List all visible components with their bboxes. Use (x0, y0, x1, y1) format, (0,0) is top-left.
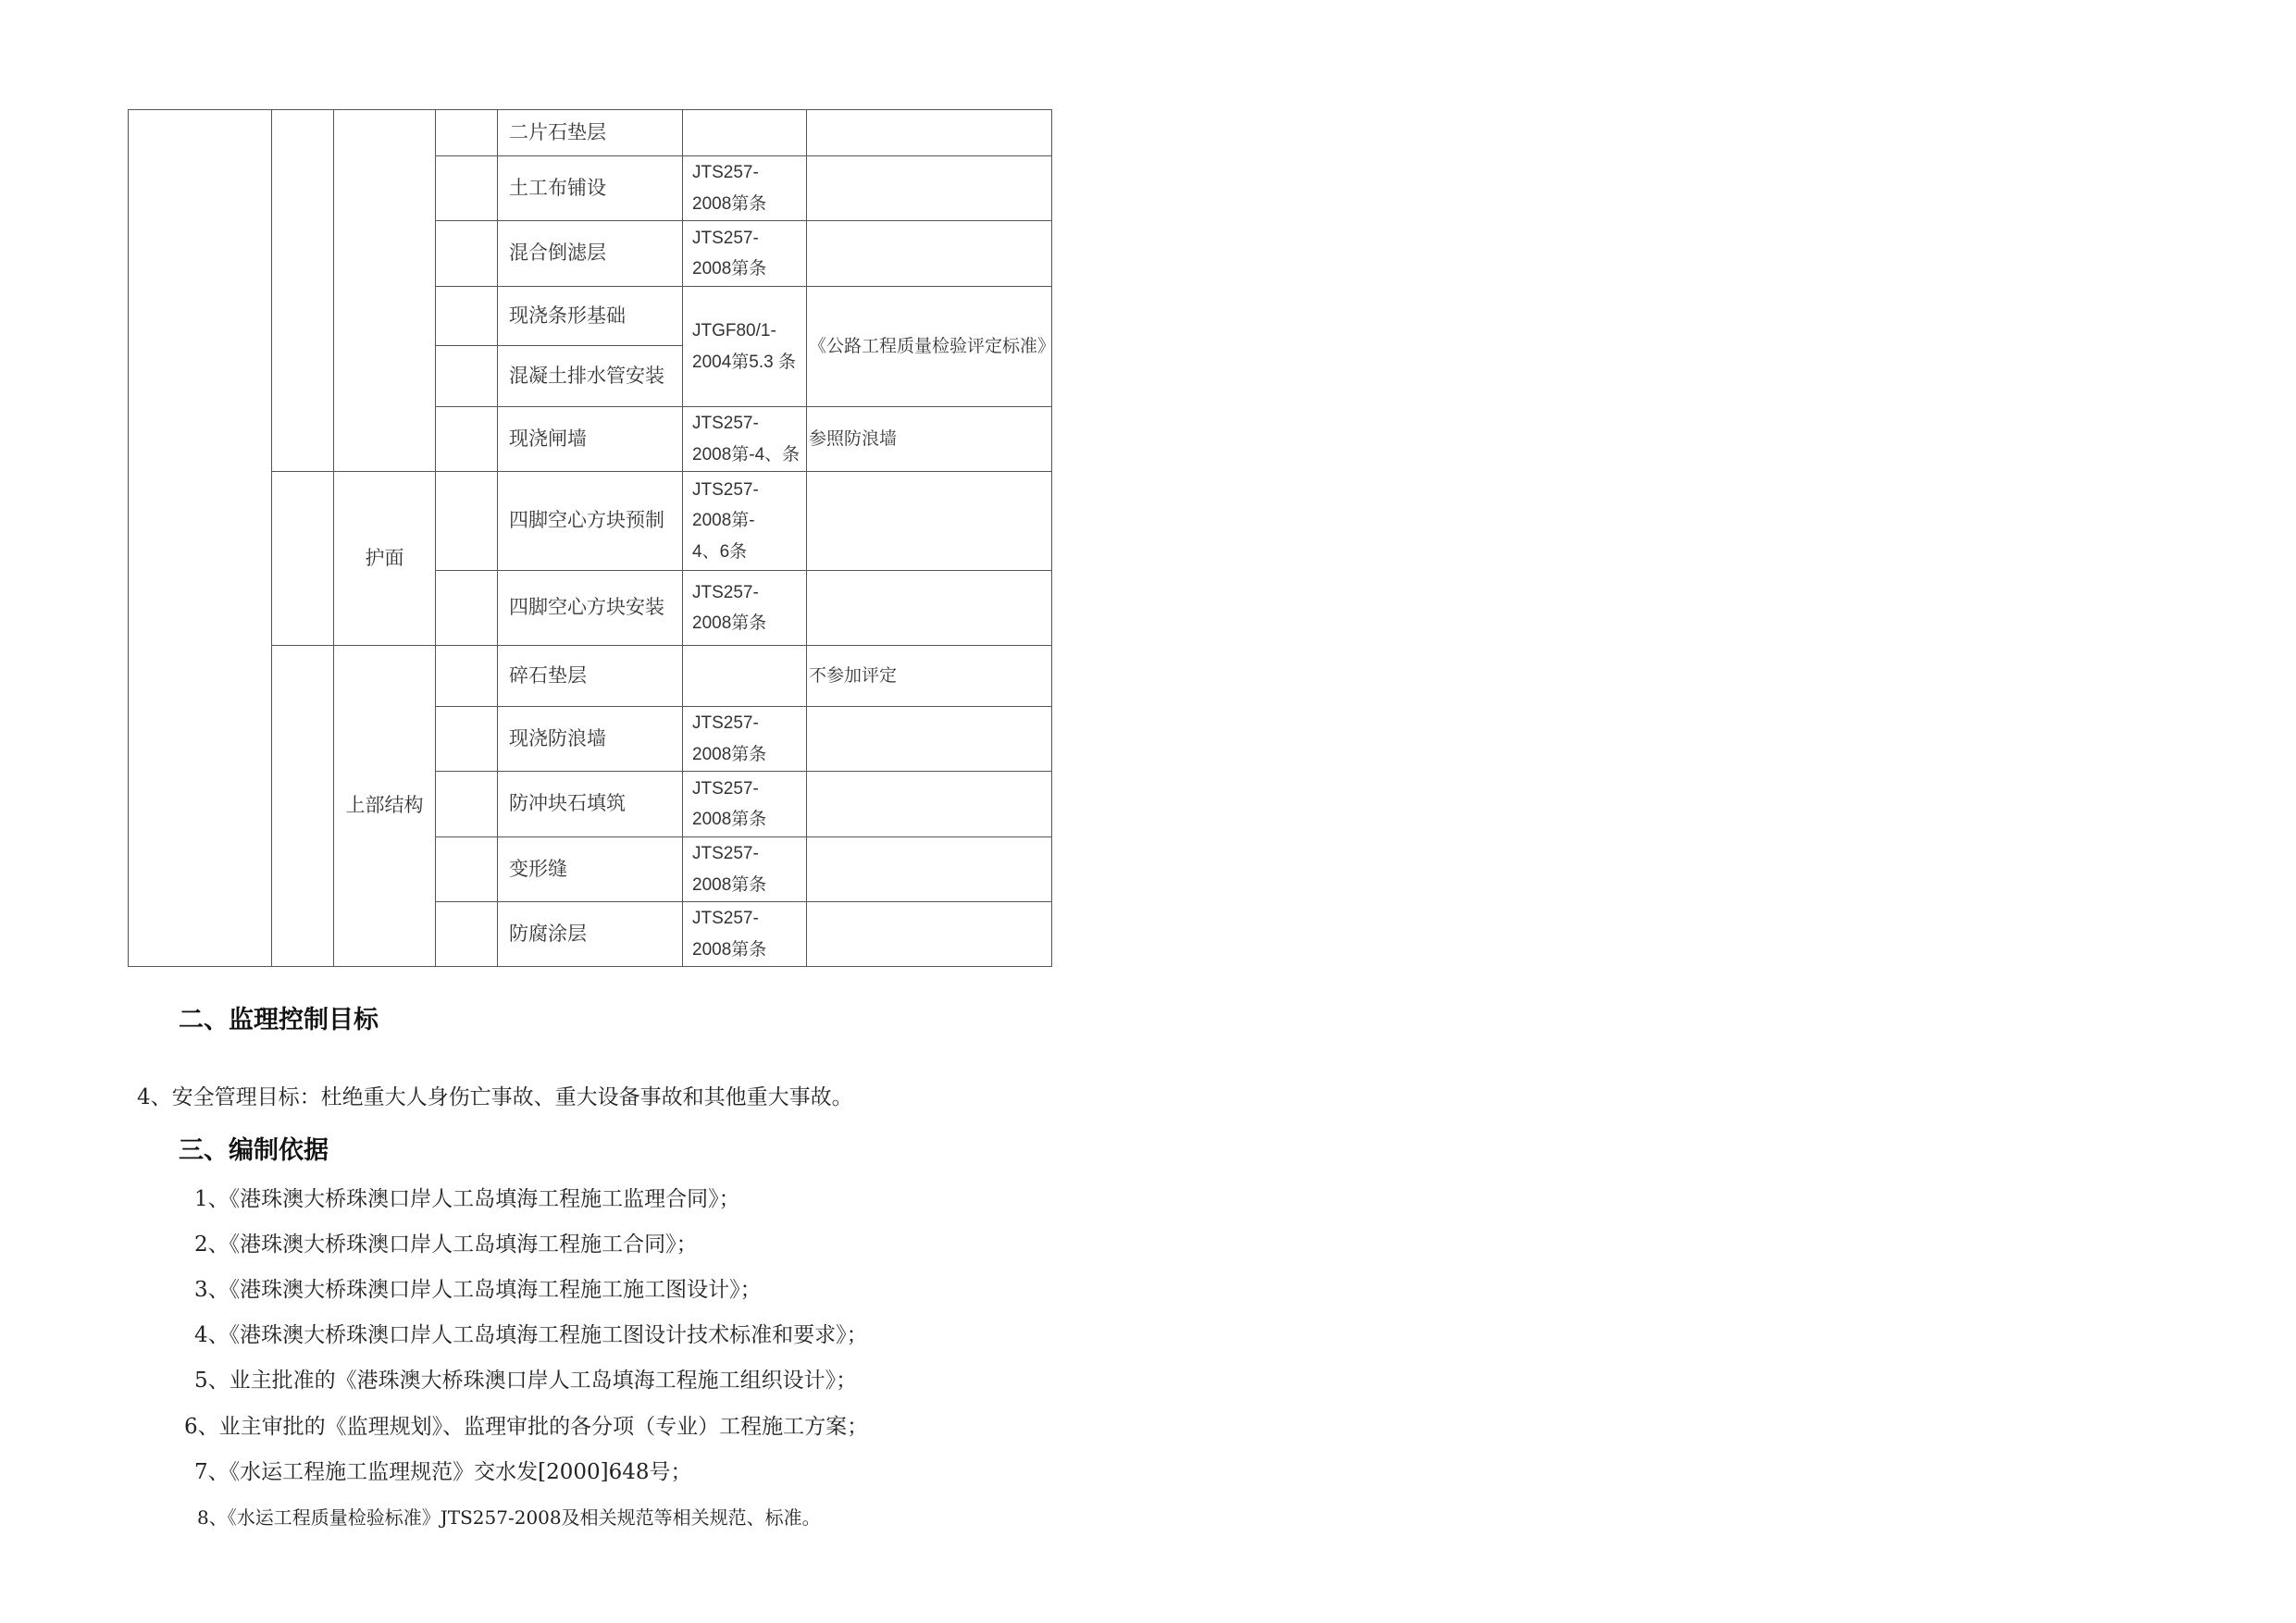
remark-cell (807, 772, 1052, 837)
item-name: 土工布铺设 (498, 156, 683, 221)
standard-ref (683, 837, 807, 902)
standard-ref (683, 156, 807, 221)
item-name: 防腐涂层 (498, 902, 683, 967)
empty-cell (436, 837, 498, 902)
item-name: 现浇条形基础 (498, 287, 683, 346)
standard-code: JTS257- (692, 909, 759, 929)
standard-clause: 2008第条 (692, 810, 767, 829)
standard-clause: 2008第条 (692, 259, 767, 279)
empty-cell (436, 772, 498, 837)
item-name: 现浇防浪墙 (498, 707, 683, 772)
sub-section-label: 上部结构 (334, 646, 436, 967)
remark-cell: 《公路工程质量检验评定标准》 (807, 287, 1052, 407)
empty-cell (436, 110, 498, 156)
list-item: 2、《港珠澳大桥珠澳口岸人工岛填海工程施工合同》； (194, 1233, 698, 1257)
sub-section-label: 护面 (334, 472, 436, 646)
item-name: 现浇闸墙 (498, 407, 683, 472)
standard-ref (683, 110, 807, 156)
standard-ref (683, 707, 807, 772)
empty-cell (436, 707, 498, 772)
standard-ref (683, 287, 807, 407)
empty-cell (436, 646, 498, 707)
list-item: 7、《水运工程施工监理规范》交水发[2000]648号； (194, 1460, 692, 1484)
remark-cell: 参照防浪墙 (807, 407, 1052, 472)
item-name: 混凝土排水管安装 (498, 346, 683, 407)
empty-cell (272, 472, 334, 646)
item-name: 变形缝 (498, 837, 683, 902)
item-name: 二片石垫层 (498, 110, 683, 156)
empty-cell (436, 571, 498, 646)
list-item: 3、《港珠澳大桥珠澳口岸人工岛填海工程施工施工图设计》； (194, 1278, 762, 1302)
standard-clause: 2008第条 (692, 613, 767, 633)
standard-ref (683, 902, 807, 967)
empty-cell (436, 472, 498, 571)
empty-cell (436, 407, 498, 472)
standard-clause: 2008第条 (692, 744, 767, 764)
list-item: 5、业主批准的《港珠澳大桥珠澳口岸人工岛填海工程施工组织设计》； (194, 1369, 858, 1393)
standard-ref (683, 571, 807, 646)
remark-cell (807, 156, 1052, 221)
remark-cell (807, 571, 1052, 646)
item-name: 混合倒滤层 (498, 221, 683, 287)
empty-cell (129, 110, 272, 967)
standard-code: JTS257- (692, 163, 759, 183)
list-item: 1、《港珠澳大桥珠澳口岸人工岛填海工程施工监理合同》； (194, 1187, 740, 1211)
empty-cell (334, 110, 436, 472)
remark-cell (807, 707, 1052, 772)
list-item: 6、业主审批的《监理规划》、监理审批的各分项（专业）工程施工方案； (184, 1415, 869, 1439)
item-name: 四脚空心方块安装 (498, 571, 683, 646)
remark-cell: 不参加评定 (807, 646, 1052, 707)
standard-ref (683, 646, 807, 707)
standard-ref (683, 772, 807, 837)
empty-cell (272, 110, 334, 472)
standard-code: JTS257- (692, 480, 759, 501)
item-name: 四脚空心方块预制 (498, 472, 683, 571)
standard-clause-cont: 4、6条 (692, 541, 748, 562)
item-name: 防冲块石填筑 (498, 772, 683, 837)
safety-goal-text: 4、安全管理目标：杜绝重大人身伤亡事故、重大设备事故和其他重大事故。 (137, 1085, 853, 1109)
section-heading-supervision-goals: 二、监理控制目标 (179, 1006, 379, 1035)
standard-code: JTS257- (692, 778, 759, 799)
empty-cell (272, 646, 334, 967)
standard-code: JTS257- (692, 582, 759, 602)
standard-clause: 2008第条 (692, 939, 767, 960)
standard-code: JTS257- (692, 844, 759, 864)
standard-ref (683, 221, 807, 287)
inspection-standard-table (128, 109, 1056, 967)
remark-cell (807, 221, 1052, 287)
standard-clause: 2004第5.3 条 (692, 352, 796, 372)
section-heading-basis: 三、编制依据 (179, 1136, 329, 1165)
item-name: 碎石垫层 (498, 646, 683, 707)
standard-code: JTS257- (692, 414, 759, 434)
remark-cell (807, 472, 1052, 571)
empty-cell (436, 902, 498, 967)
standard-ref (683, 472, 807, 571)
empty-cell (436, 287, 498, 346)
table-row (129, 110, 1052, 156)
standard-clause: 2008第条 (692, 874, 767, 895)
standard-clause: 2008第-4、条 (692, 444, 800, 465)
standard-code: JTGF80/1- (692, 321, 776, 341)
list-item: 4、《港珠澳大桥珠澳口岸人工岛填海工程施工图设计技术标准和要求》； (194, 1323, 868, 1347)
standard-code: JTS257- (692, 228, 759, 248)
list-item: 8、《水运工程质量检验标准》JTS257-2008及相关规范等相关规范、标准。 (197, 1506, 821, 1529)
empty-cell (436, 221, 498, 287)
standard-code: JTS257- (692, 713, 759, 734)
empty-cell (436, 156, 498, 221)
standard-ref (683, 407, 807, 472)
standard-clause: 2008第- (692, 511, 755, 531)
remark-cell (807, 110, 1052, 156)
standard-clause: 2008第条 (692, 193, 767, 214)
remark-cell (807, 902, 1052, 967)
remark-cell (807, 837, 1052, 902)
empty-cell (436, 346, 498, 407)
